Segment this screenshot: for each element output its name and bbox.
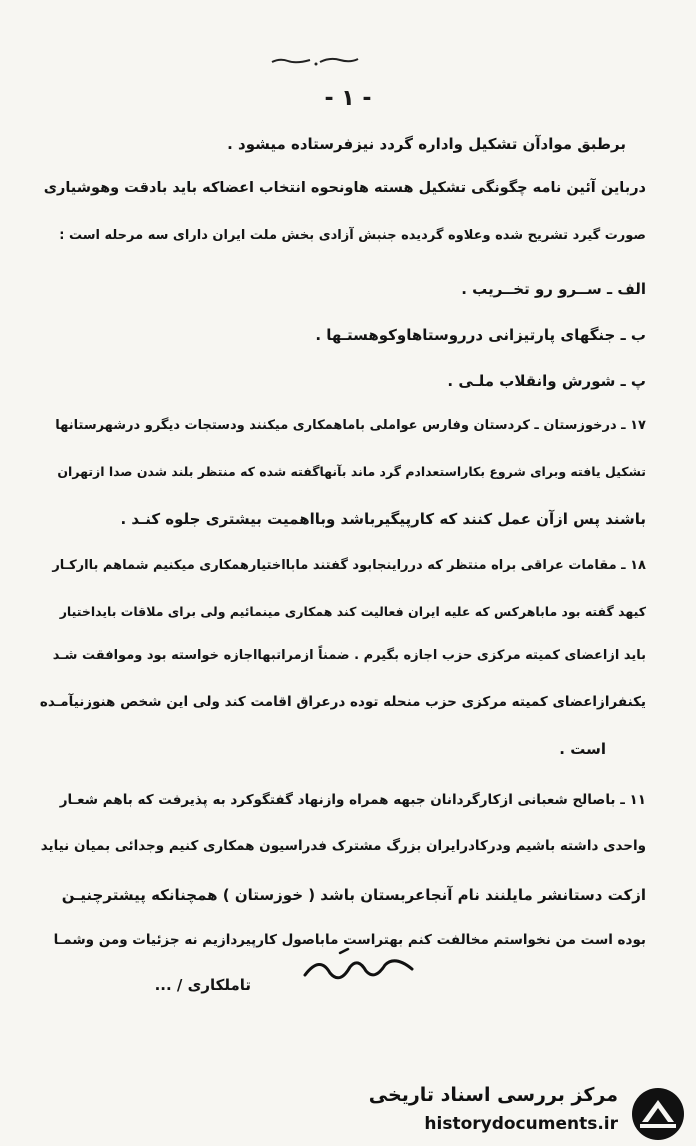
text-line: ب ـ جنگهای پارتیزانی درروستاهاوکوهستـها . xyxy=(315,326,646,344)
text-line: ازکت دستانشر مایلنند نام آنجاعربستان باشد ( خوزستان ) همچنانکه پیشترچنیـن xyxy=(61,886,646,904)
text-line: ١٨ ـ مقامات عراقی براه منتظر که درراینجابود گفتند مابااختیارهمکاری میکنیم شماهم باارکـار xyxy=(52,558,646,573)
text-line: تشکیل یافته وبرای شروع بکاراستعدادم گرد ماند بآنهاگفته شده که منتظر بلند شدن صدا ازتهران xyxy=(57,464,646,479)
text-line: واحدی داشته باشیم ودرکادرایران بزرگ مشترک فدراسیون همکاری کنیم وجدائی بمیان نیاید xyxy=(40,838,646,854)
text-line: صورت گیرد تشریح شده وعلاوه گردیده جنبش آزادی بخش ملت ایران دارای سه مرحله است : xyxy=(59,228,646,243)
text-line: بوده است من نخواستم مخالفت کنم بهتراست ماباصول کارپیردازیم نه جزئیات ومن وشمـا xyxy=(53,932,646,948)
text-line: کیهد گفته بود ماباهرکس که علیه ایران فعالیت کند همکاری مینمائیم ولی برای ملاقات بایداختیار xyxy=(59,604,646,619)
text-line: برطبق موادآن تشکیل واداره گردد نیزفرستاده میشود . xyxy=(227,135,626,153)
archive-footer xyxy=(368,1080,696,1146)
text-line: ١١ ـ باصالح شعبانی ازکارگردانان جبهه همراه وازنهاد گفتگوکرد به پذیرفت که باهم شعـار xyxy=(59,792,646,808)
text-line: است . xyxy=(559,740,606,758)
text-line: ١٧ ـ درخوزستان ـ کردستان وفارس عواملی باماهمکاری میکنند ودستجات دیگرو درشهرستانها xyxy=(55,418,646,433)
text-line: باشند پس ازآن عمل کنند که کارپیگیرباشد وبااهمیت بیشتری جلوه کنـد . xyxy=(120,510,646,528)
text-line: یکنفرازاعضای کمیته مرکزی حزب منحله توده درعراق اقامت کند ولی این شخص هنوزنیآمـده xyxy=(39,694,646,710)
text-line: تاملکاری / ... xyxy=(154,976,251,994)
page-number: - ١ - xyxy=(324,86,372,111)
text-line: باید ازاعضای کمیته مرکزی حزب اجازه بگیرم . ضمناً ازمراتبهااجازه خواسته بود وموافقت شـد xyxy=(52,648,646,663)
archive-title: مرکز بررسی اسناد تاریخی xyxy=(368,1084,618,1106)
text-line: درباین آئین نامه چگونگی تشکیل هسته هاونحوه انتخاب اعضاکه باید بادقت وهوشیاری xyxy=(43,180,646,196)
signature xyxy=(300,945,420,990)
text-line: پ ـ شورش وانقلاب ملـی . xyxy=(447,372,646,390)
archive-logo-icon xyxy=(628,1086,688,1142)
archive-url: historydocuments.ir xyxy=(424,1114,618,1134)
text-line: الف ـ ســرو رو تخــریب . xyxy=(461,280,646,298)
top-scribble xyxy=(270,48,360,68)
